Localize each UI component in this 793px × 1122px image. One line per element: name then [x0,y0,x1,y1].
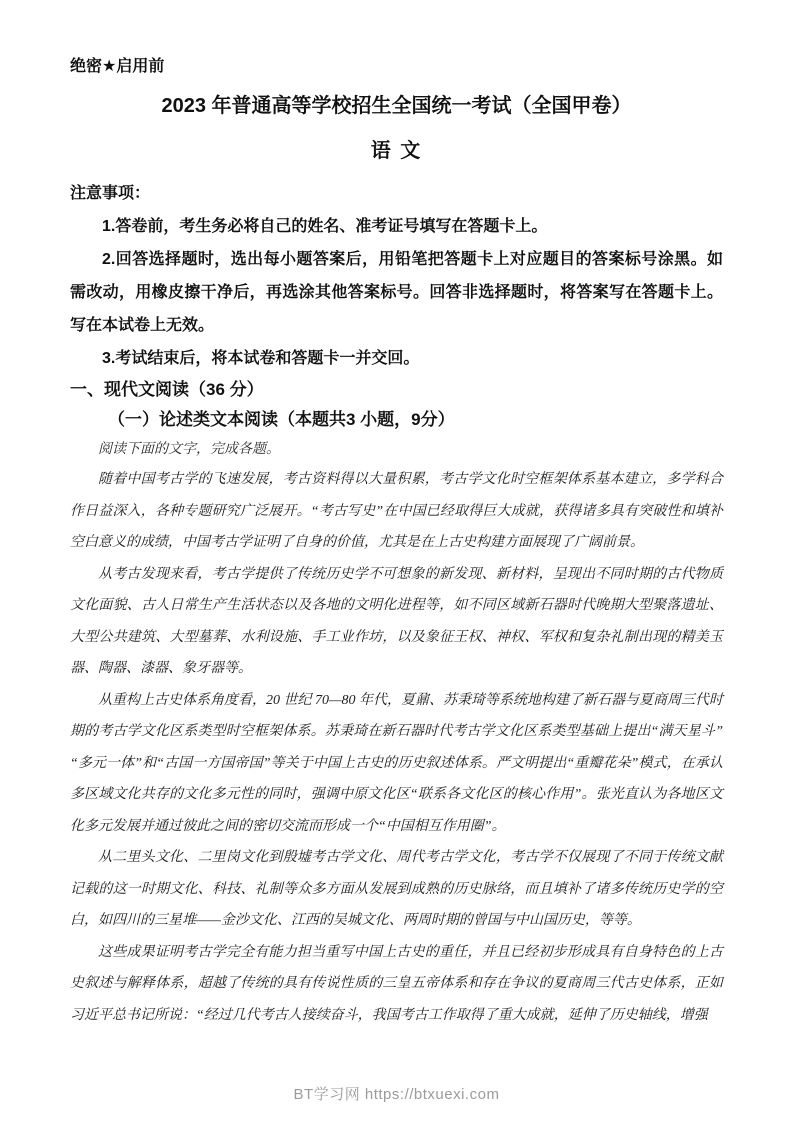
subsection-heading-argumentative-text: （一）论述类文本阅读（本题共3 小题，9分） [108,410,455,429]
notice-item-1: 1.答卷前，考生务必将自己的姓名、准考证号填写在答题卡上。 [102,218,548,235]
section-heading-modern-text-reading: 一、现代文阅读（36 分） [70,380,264,399]
passage-paragraph-4: 从二里头文化、二里岗文化到殷墟考古学文化、周代考古学文化，考古学不仅展现了不同于传统文献记载的这一时期文化、科技、礼制等众多方面从发展到成熟的历史脉络，而且填补了诸多传统历史学的空白，如四川的三星堆——金沙文化、江西的吴城文化、两周时期的曾国与中山国历史，等等。 [70,850,723,928]
classification-label: 绝密★启用前 [70,58,165,75]
notice-item-2: 2.回答选择题时，选出每小题答案后，用铅笔把答题卡上对应题目的答案标号涂黑。如需改动，用橡皮擦干净后，再选涂其他答案标号。回答非选择题时，将答案写在答题卡上。写在本试卷上无效。 [70,251,723,334]
passage-paragraph-3: 从重构上古史体系角度看，20 世纪 70—80 年代，夏鼐、苏秉琦等系统地构建了新石器与夏商周三代时期的考古学文化区系类型时空框架体系。苏秉琦在新石器时代考古学文化区系类型基础上提出“满天星斗”“多元一体”和“古国一方国帝国”等关于中国上古史的历史叙述体系。严文明提出“重瓣花朵”模式，在承认多区域文化共存的文化多元性的同时，强调中原文化区“联系各文化区的核心作用”。张光直认为各地区文化多元发展并通过彼此之间的密切交流而形成一个“中国相互作用圈”。 [70,692,723,834]
subject-title: 语 文 [370,140,423,162]
reading-passage [70,464,723,1031]
passage-paragraph-5: 这些成果证明考古学完全有能力担当重写中国上古史的重任，并且已经初步形成具有自身特色的上古史叙述与解释体系，超越了传统的具有传说性质的三皇五帝体系和存在争议的夏商周三代古史体系，正如习近平总书记所说：“经过几代考古人接续奋斗，我国考古工作取得了重大成就，延伸了历史轴线，增强 [70,944,723,1023]
passage-paragraph-2: 从考古发现来看，考古学提供了传统历史学不可想象的新发现、新材料，呈现出不同时期的古代物质文化面貌、古人日常生产生活状态以及各地的文明化进程等，如不同区域新石器时代晚期大型聚落遗址、大型公共建筑、大型墓葬、水利设施、手工业作坊，以及象征王权、神权、军权和复杂礼制出现的精美玉器、陶器、漆器、象牙器等。 [70,566,723,676]
site-watermark: BT学习网 https://btxuexi.com [293,1086,500,1103]
notice-heading: 注意事项： [70,185,151,202]
passage-paragraph-1: 随着中国考古学的飞速发展，考古资料得以大量积累，考古学文化时空框架体系基本建立，多学科合作日益深入，各种专题研究广泛展开。“考古写史”在中国已经取得巨大成就，获得诸多具有突破性和填补空白意义的成绩，中国考古学证明了自身的价值，尤其是在上古史构建方面展现了广阔前景。 [70,472,723,550]
notice-item-3: 3.考试结束后，将本试卷和答题卡一并交回。 [102,350,420,367]
reading-instruction: 阅读下面的文字，完成各题。 [98,442,280,457]
exam-title: 2023 年普通高等学校招生全国统一考试（全国甲卷） [161,95,632,117]
